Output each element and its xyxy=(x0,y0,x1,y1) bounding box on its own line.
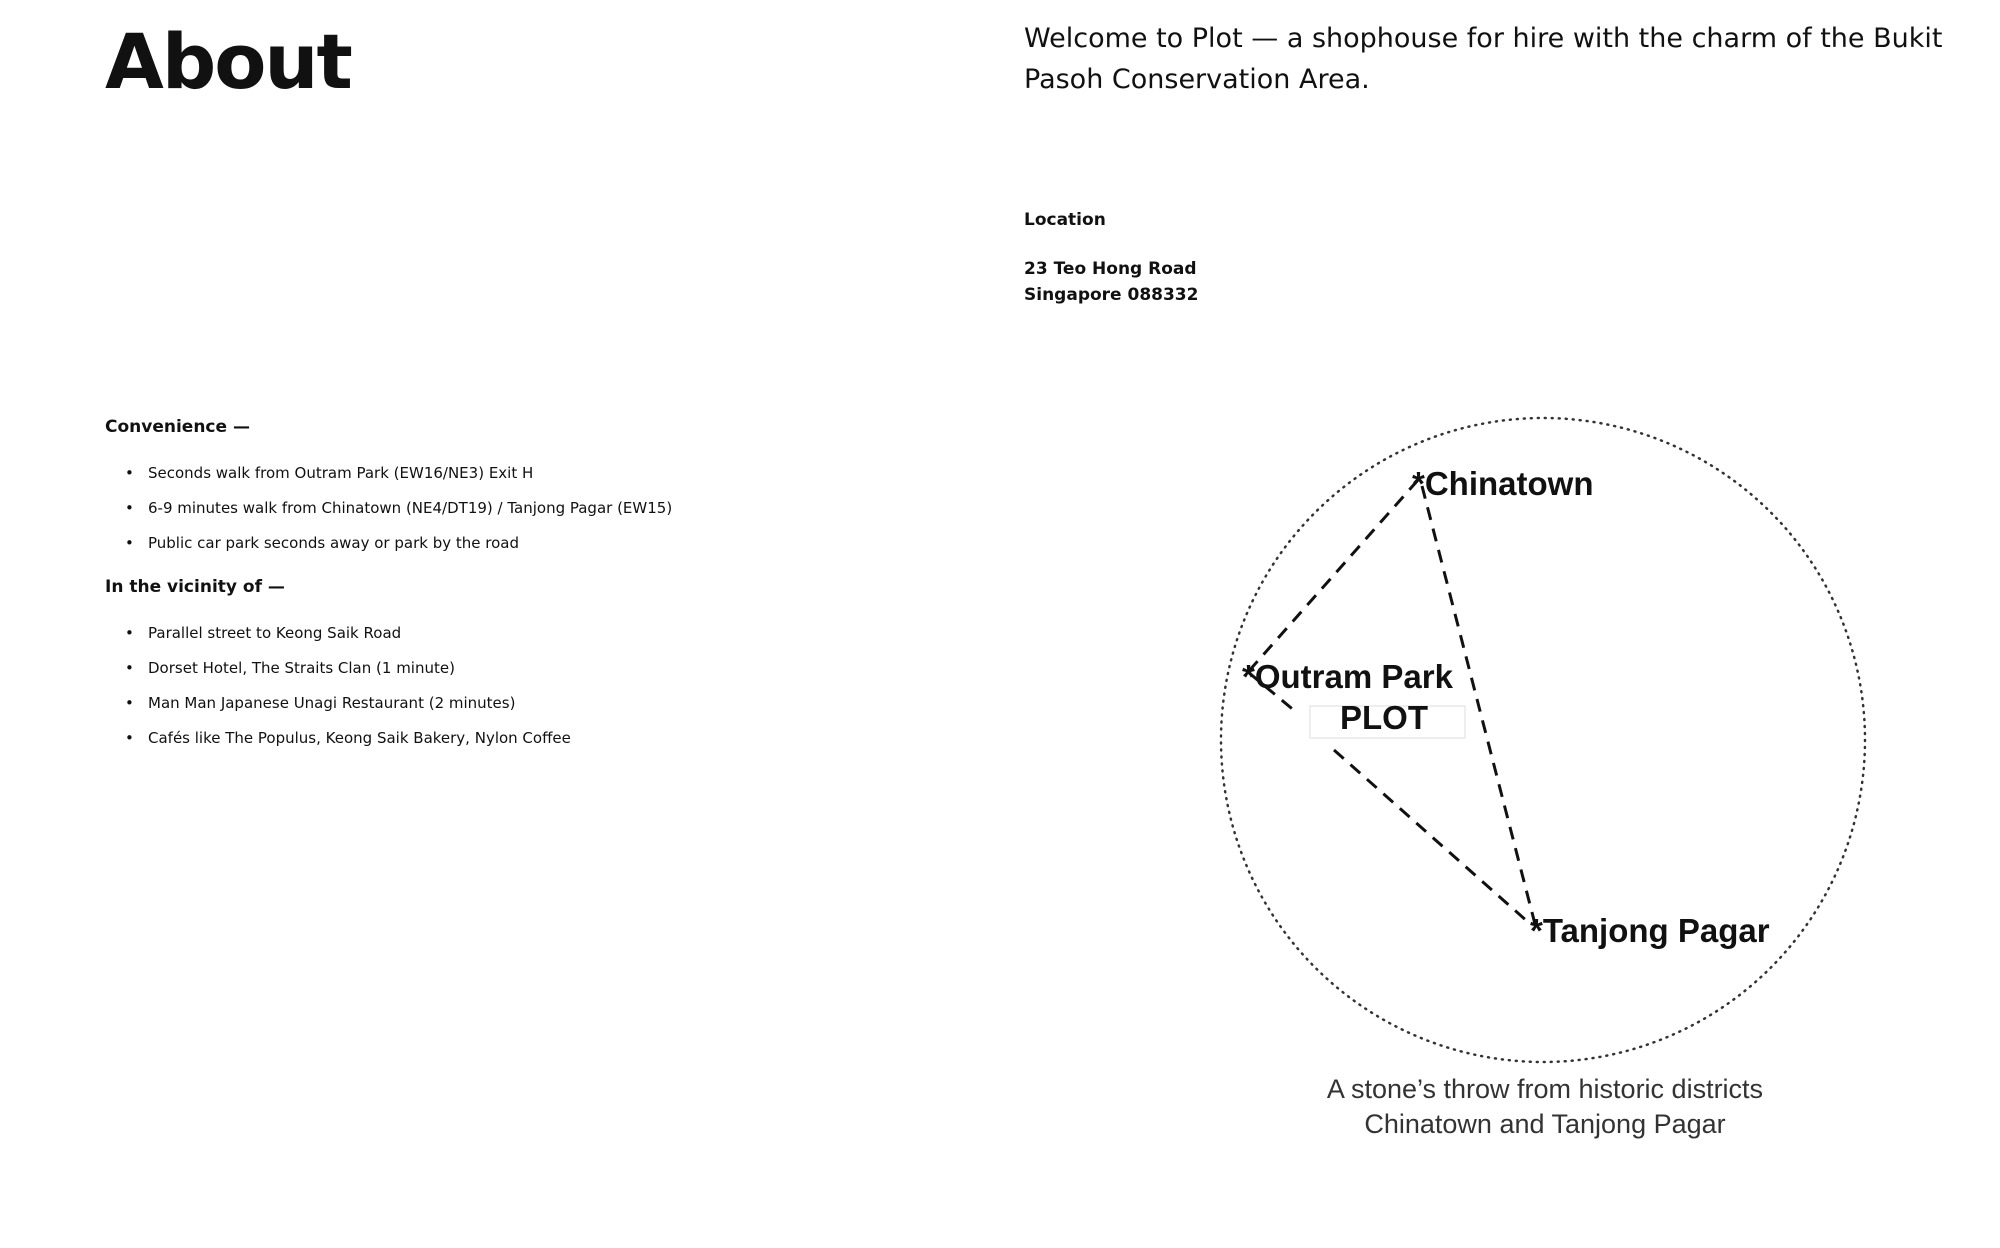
line-plot-tanjong xyxy=(1334,750,1528,922)
line-chinatown-outram xyxy=(1248,480,1418,672)
vicinity-list xyxy=(105,623,571,763)
list-item: • Parallel street to Keong Saik Road xyxy=(105,623,571,658)
radius-circle xyxy=(1221,418,1865,1062)
convenience-list xyxy=(105,463,672,568)
address-line-2: Singapore 088332 xyxy=(1024,285,1199,305)
list-item: • 6-9 minutes walk from Chinatown (NE4/DT19) / Tanjong Pagar (EW15) xyxy=(105,498,672,533)
location-map-diagram xyxy=(1200,410,1900,1070)
list-item: • Dorset Hotel, The Straits Clan (1 minute) xyxy=(105,658,571,693)
location-label: Location xyxy=(1024,210,1106,230)
plot-label: PLOT xyxy=(1340,699,1428,736)
caption-line-2: Chinatown and Tanjong Pagar xyxy=(1364,1109,1726,1139)
list-item: • Cafés like The Populus, Keong Saik Bakery, Nylon Coffee xyxy=(105,728,571,763)
list-item: • Seconds walk from Outram Park (EW16/NE3) Exit H xyxy=(105,463,672,498)
map-caption xyxy=(1250,1072,1840,1142)
page-title: About xyxy=(105,17,351,106)
chinatown-label: *Chinatown xyxy=(1412,465,1594,502)
outram-park-label: *Outram Park xyxy=(1242,658,1453,695)
convenience-heading: Convenience — xyxy=(105,417,250,437)
address-block xyxy=(1024,256,1198,308)
list-item: • Man Man Japanese Unagi Restaurant (2 minutes) xyxy=(105,693,571,728)
intro-text: Welcome to Plot — a shophouse for hire with the charm of the Bukit Pasoh Conservation Area. xyxy=(1024,23,1943,95)
address-line-1: 23 Teo Hong Road xyxy=(1024,259,1197,279)
caption-line-1: A stone’s throw from historic districts xyxy=(1326,1074,1764,1104)
list-item: • Public car park seconds away or park by the road xyxy=(105,533,672,568)
tanjong-pagar-label: *Tanjong Pagar xyxy=(1530,912,1770,949)
vicinity-heading: In the vicinity of — xyxy=(105,577,285,597)
